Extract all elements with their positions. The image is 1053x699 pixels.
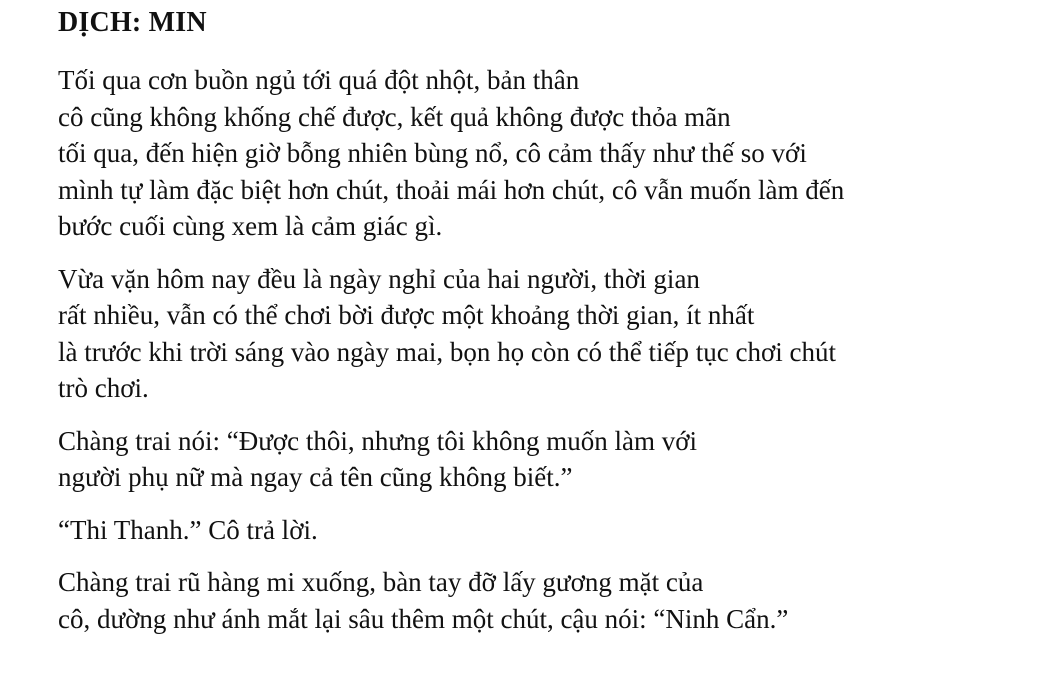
text-line: mình tự làm đặc biệt hơn chút, thoải mái hơn chút, cô vẫn muốn làm đến <box>58 174 845 205</box>
text-line: bước cuối cùng xem là cảm giác gì. <box>58 211 443 241</box>
paragraph-5 <box>58 564 1048 637</box>
text-line: Chàng trai rũ hàng mi xuống, bàn tay đỡ lấy gương mặt của <box>58 567 704 597</box>
paragraph-3 <box>58 423 1048 496</box>
text-line: Chàng trai nói: “Được thôi, nhưng tôi không muốn làm với <box>58 425 698 456</box>
paragraph-1 <box>58 62 1048 245</box>
text-line: tối qua, đến hiện giờ bỗng nhiên bùng nổ, cô cảm thấy như thế so với <box>58 138 807 168</box>
translator-header: DỊCH: MIN <box>58 7 207 38</box>
text-line: rất nhiều, vẫn có thể chơi bời được một khoảng thời gian, ít nhất <box>58 300 755 330</box>
text-line: người phụ nữ mà ngay cả tên cũng không biết.” <box>58 462 573 492</box>
paragraph-4 <box>58 512 1048 549</box>
text-line: “Thi Thanh.” Cô trả lời. <box>58 514 318 545</box>
text-line: cô cũng không khống chế được, kết quả không được thỏa mãn <box>58 101 731 132</box>
text-line: cô, dường như ánh mắt lại sâu thêm một chút, cậu nói: “Ninh Cẩn.” <box>58 603 789 634</box>
paragraph-2 <box>58 261 1048 407</box>
text-line: trò chơi. <box>58 373 149 403</box>
text-line: là trước khi trời sáng vào ngày mai, bọn họ còn có thể tiếp tục chơi chút <box>58 336 837 367</box>
text-line: Tối qua cơn buồn ngủ tới quá đột nhột, bản thân <box>58 65 580 95</box>
document-page <box>58 0 1048 653</box>
text-line: Vừa vặn hôm nay đều là ngày nghỉ của hai người, thời gian <box>58 263 700 294</box>
